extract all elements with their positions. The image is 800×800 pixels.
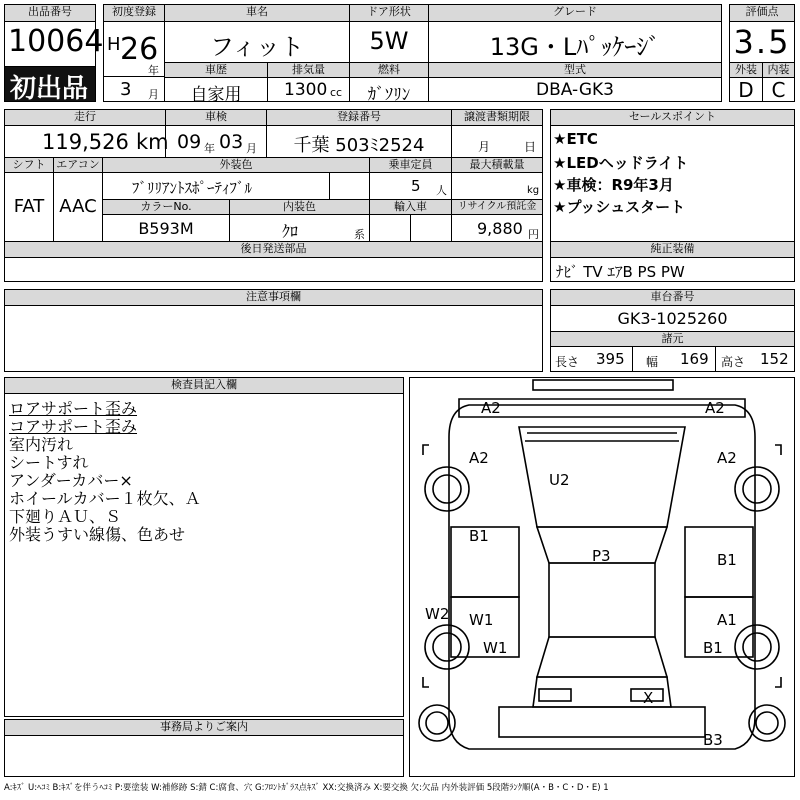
wheel-fl [425,467,469,511]
capacity: 5 [411,177,421,195]
cc-unit: cc [330,86,343,99]
reg-no-label: 登録番号 [266,109,452,126]
inspector-line: 下廻りＡＵ、Ｓ [9,507,122,526]
ext-grade-label: 外装 [729,62,763,78]
reg-no: 千葉 503ﾐ2524 [293,135,425,156]
hood [519,427,685,527]
displacement: 1300 [284,80,328,100]
interior-cell [229,214,370,242]
inspector-line: ホイールカバー１枚欠、Ａ [9,489,201,508]
dims-label: 諸元 [550,331,795,347]
transfer-month: 月 [478,140,491,154]
year-unit: 年 [148,64,159,77]
rear-window [537,637,667,677]
office-label: 事務局よりご案内 [4,719,404,736]
rear-bumper-left [539,689,571,701]
mark-a2-front-right: A2 [705,399,725,417]
inspector-line: コアサポート歪み [9,417,138,436]
color: ﾌﾞﾘﾘｱﾝﾄｽﾎﾟｰﾃｨﾌﾞﾙ [132,179,253,197]
inspector-line: 室内汚れ [9,435,74,454]
mark-b1-rear-right: B1 [703,639,723,657]
sales-point: ★ETC [553,130,598,148]
person-unit: 人 [436,184,447,197]
interior-label: 内装色 [229,199,370,215]
mark-x: X [643,689,654,707]
door-label: ドア形状 [349,4,429,22]
lot-number: 10064 [8,24,104,59]
transfer-label: 譲渡書類期限 [451,109,543,126]
notes-label: 注意事項欄 [4,289,543,306]
door-type: 5W [369,27,409,55]
int-grade-label: 内装 [762,62,795,78]
inspector-line: シートすれ [9,453,89,472]
wheel-rr [735,625,779,669]
shift-label: シフト [4,157,54,173]
rear-bumper [499,707,705,737]
dims-divider [715,346,716,372]
roof [549,563,655,637]
length: 395 [596,350,625,368]
sales-point: ★車検：R9年3月 [553,176,674,194]
car-outline [449,405,755,749]
dims-divider [632,346,633,372]
inspector-line: アンダーカバー× [9,471,133,490]
length-label: 長さ [555,355,580,369]
mark-b1-left: B1 [469,527,489,545]
kg-unit: kg [527,185,540,196]
inspector-line: 外装うすい線傷、色あせ [9,525,186,544]
color-cell-extra [329,172,370,200]
inspection-label: 車検 [165,109,267,126]
wheel-fr [735,467,779,511]
mileage: 119,526 [42,130,129,154]
mark-a2-left: A2 [469,449,489,467]
int-grade: C [771,78,786,102]
inspection-month-unit: 月 [246,142,257,155]
import-cell [369,214,411,242]
mark-a2-right: A2 [717,449,737,467]
history: 自家用 [190,85,242,105]
car-diagram [409,377,795,777]
yen-unit: 円 [528,228,539,241]
fuel: ｶﾞｿﾘﾝ [367,85,411,105]
height: 152 [760,350,789,368]
inspection-year-unit: 年 [204,142,215,155]
reg-month: 3 [120,79,132,100]
sales-label: セールスポイント [550,109,795,126]
sales-point: ★LEDヘッドライト [553,154,689,172]
sales-point: ★プッシュスタート [553,198,686,216]
era: H [107,34,121,55]
mark-w2: W2 [425,605,450,623]
mileage-label: 走行 [4,109,166,126]
lot-number-label: 出品番号 [4,4,96,22]
reg-year: 26 [120,32,159,67]
recycle-label: リサイクル預託金 [451,199,543,215]
mark-u2: U2 [549,471,570,489]
capacity-label: 乗車定員 [369,157,452,173]
grade: 13G・Lﾊﾟｯｹｰｼﾞ [489,33,661,61]
first-listing-text: 初出品 [10,74,89,104]
mark-w1-left: W1 [469,611,494,629]
legend: A:ｷｽﾞ U:ﾍｺﾐ B:ｷｽﾞを伴うﾍｺﾐ P:要塗装 W:補修跡 S:錆 C:腐食、穴 G:ﾌﾛﾝﾄｶﾞﾗｽ点ｷｽﾞ XX:交換済み X:要交換 欠:欠品 内外装評価 5段階ﾗﾝｸ順(A・B・C・D・E) 1 [4,783,609,793]
shift: FAT [13,196,45,217]
recycle: 9,880 [477,219,523,238]
mark-a1: A1 [717,611,737,629]
equip-label: 純正装備 [550,241,795,258]
interior: ｸﾛ [282,222,299,241]
office-box [4,735,404,777]
front-bumper [459,399,745,417]
model-label: 型式 [428,62,722,78]
history-label: 車歴 [164,62,268,78]
ext-grade: D [738,78,754,102]
import-label: 輸入車 [369,199,452,215]
ac-label: エアコン [53,157,103,173]
transfer-day: 日 [524,140,537,154]
color-label: 外装色 [102,157,370,173]
ac: AAC [59,196,97,217]
month-unit: 月 [148,88,159,101]
inspector-label: 検査員記入欄 [4,377,404,394]
displacement-label: 排気量 [267,62,350,78]
mark-a2-front-left: A2 [481,399,501,417]
km-unit: km [136,130,169,154]
width-label: 幅 [646,355,659,369]
height-label: 高さ [721,355,746,369]
first-reg-label: 初度登録 [103,4,165,22]
chassis-number: GK3-1025260 [617,309,728,328]
mark-p3: P3 [592,547,611,565]
car-name-label: 車名 [164,4,350,22]
car-name: フィット [209,33,305,61]
fuel-label: 燃料 [349,62,429,78]
grade-label: グレード [428,4,722,22]
parts-cell [4,257,543,282]
score-label: 評価点 [729,4,795,22]
inspection-month: 03 [219,131,244,153]
inspector-line: ロアサポート歪み [9,399,138,418]
equip: ﾅﾋﾞ TV ｴｱB PS PW [556,263,685,281]
score: 3.5 [733,23,791,61]
chassis-label: 車台番号 [550,289,795,306]
wheel-rl [425,625,469,669]
mark-b3: B3 [703,731,723,749]
inspection-year: 09 [177,131,202,153]
mark-b1-right: B1 [717,551,737,569]
parts-label: 後日発送部品 [4,241,543,258]
width: 169 [680,350,709,368]
load-label: 最大積載量 [451,157,543,173]
color-no-label: カラーNo. [102,199,230,215]
mark-w1-rear-left: W1 [483,639,508,657]
front-bumper-top [533,380,673,390]
import-cell-2 [410,214,452,242]
model: DBA-GK3 [536,80,614,100]
color-no: B593M [138,219,194,238]
notes-box [4,305,543,372]
kei-unit: 系 [354,228,365,241]
dims-cell [550,346,795,372]
